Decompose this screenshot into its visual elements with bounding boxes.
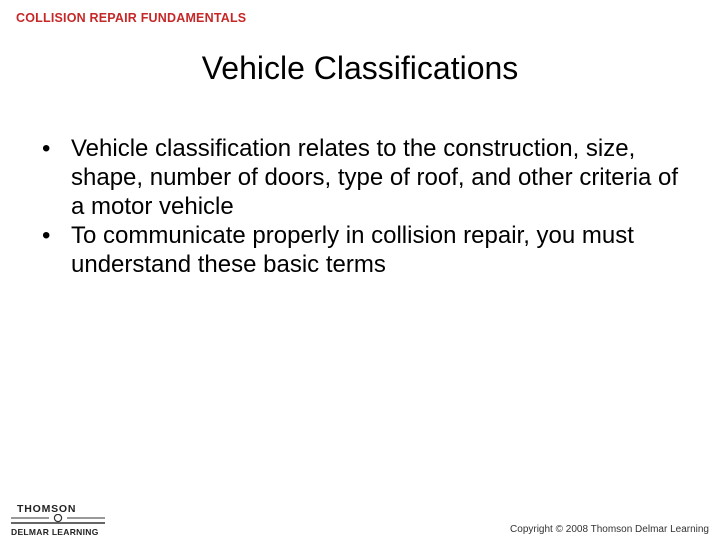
bullet-item <box>42 221 682 279</box>
bullet-dot-icon: • <box>42 135 51 162</box>
bullet-dot-icon: • <box>42 222 51 249</box>
swoosh-icon <box>9 514 109 526</box>
logo-top-text: THOMSON <box>17 503 77 515</box>
bullet-text: To communicate properly in collision repair, you must understand these basic terms <box>71 222 634 278</box>
header-logo-text: COLLISION REPAIR FUNDAMENTALS <box>16 11 247 25</box>
bullet-list <box>42 134 682 279</box>
bullet-item <box>42 134 682 221</box>
thomson-delmar-logo <box>9 503 109 537</box>
logo-bottom-text: DELMAR LEARNING <box>11 527 99 537</box>
slide-title: Vehicle Classifications <box>201 50 519 86</box>
bullet-text: Vehicle classification relates to the construction, size, shape, number of doors, type of roof, and other criteria of a motor vehicle <box>71 135 679 220</box>
copyright-text: Copyright © 2008 Thomson Delmar Learning <box>510 524 709 535</box>
